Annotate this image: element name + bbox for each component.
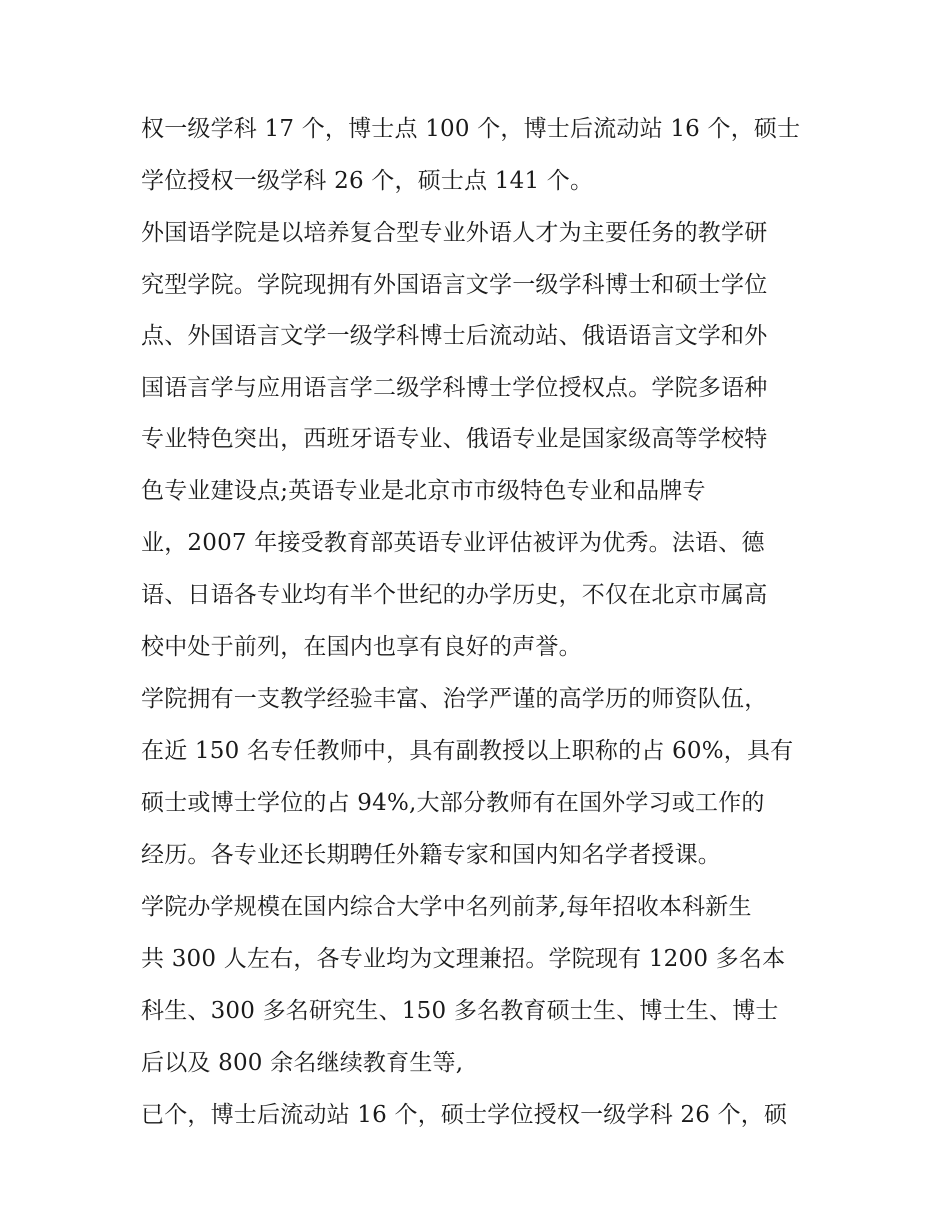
text-line: 后以及 800 余名继续教育生等, (141, 1050, 464, 1076)
text-line: 究型学院。学院现拥有外国语言文学一级学科博士和硕士学位 (141, 272, 768, 298)
text-line: 业，2007 年接受教育部英语专业评估被评为优秀。法语、德 (141, 530, 765, 556)
text-line: 学院办学规模在国内综合大学中名列前茅,每年招收本科新生 (141, 894, 752, 920)
text-line: 科生、300 多名研究生、150 多名教育硕士生、博士生、博士 (141, 998, 779, 1024)
text-line: 共 300 人左右，各专业均为文理兼招。学院现有 1200 多名本 (141, 946, 786, 972)
text-line: 权一级学科 17 个，博士点 100 个，博士后流动站 16 个，硕士 (141, 116, 801, 142)
text-line: 国语言学与应用语言学二级学科博士学位授权点。学院多语种 (141, 375, 768, 401)
text-line: 硕士或博士学位的占 94%,大部分教师有在国外学习或工作的 (141, 790, 765, 816)
text-line: 校中处于前列，在国内也享有良好的声誉。 (141, 634, 582, 660)
text-line: 经历。各专业还长期聘任外籍专家和国内知名学者授课。 (141, 842, 721, 868)
text-line: 色专业建设点;英语专业是北京市市级特色专业和品牌专 (141, 478, 706, 504)
text-line: 语、日语各专业均有半个世纪的办学历史，不仅在北京市属高 (141, 582, 768, 608)
text-line: 外国语学院是以培养复合型专业外语人才为主要任务的教学研 (141, 220, 768, 246)
text-line: 专业特色突出，西班牙语专业、俄语专业是国家级高等学校特 (141, 426, 768, 452)
text-line: 在近 150 名专任教师中，具有副教授以上职称的占 60%，具有 (141, 738, 794, 764)
text-line: 点、外国语言文学一级学科博士后流动站、俄语语言文学和外 (141, 323, 768, 349)
text-line: 学位授权一级学科 26 个，硕士点 141 个。 (141, 168, 594, 194)
text-line: 学院拥有一支教学经验丰富、治学严谨的高学历的师资队伍， (141, 686, 768, 712)
text-line: 已个，博士后流动站 16 个，硕士学位授权一级学科 26 个，硕 (141, 1102, 788, 1128)
